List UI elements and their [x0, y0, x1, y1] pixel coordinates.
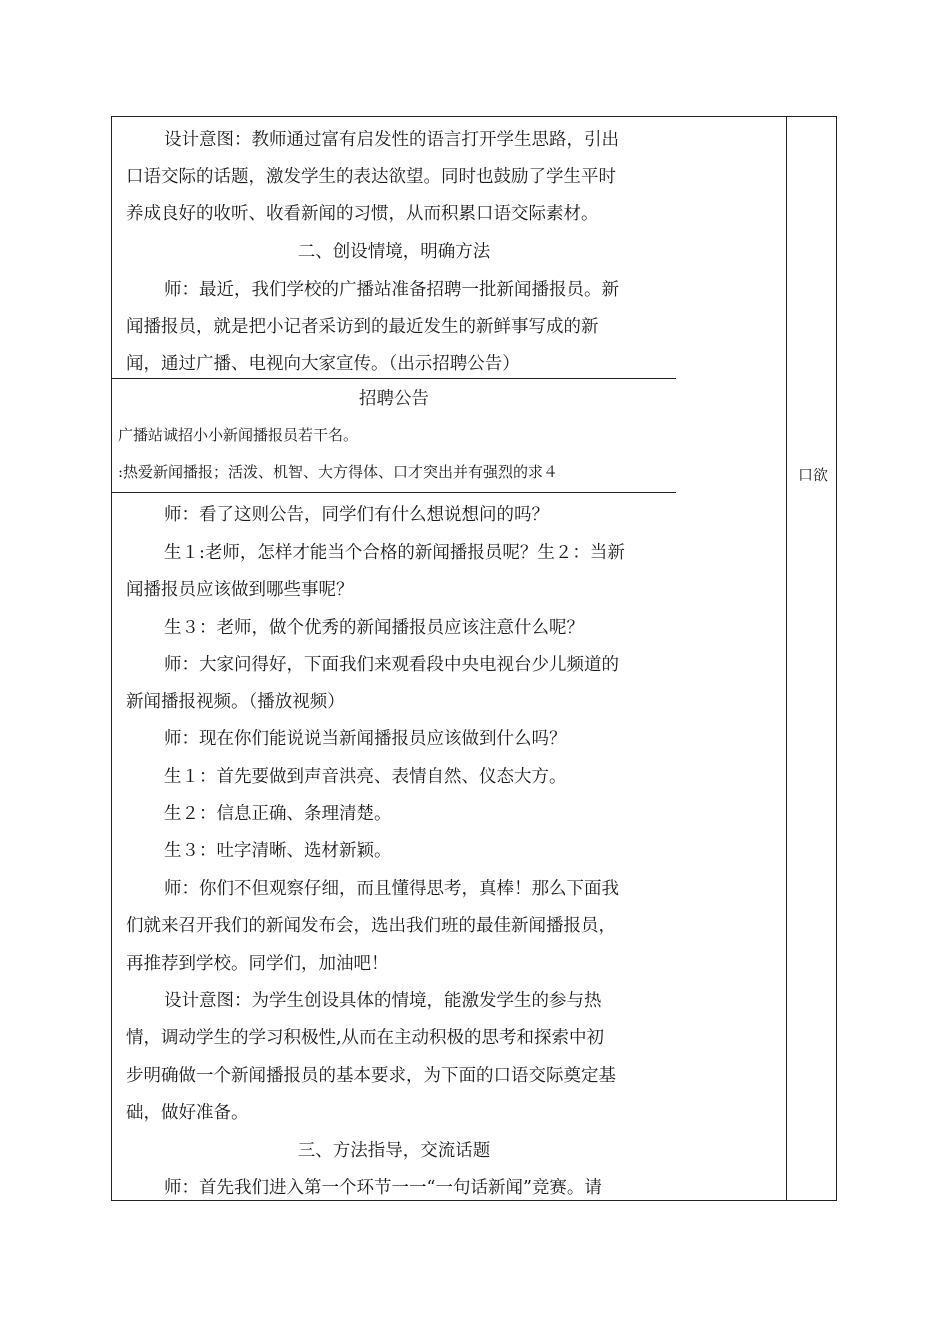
paragraph-line: 础，做好准备。 [126, 1103, 249, 1123]
row-divider [112, 492, 676, 493]
section-heading: 三、方法指导，交流话题 [297, 1141, 491, 1161]
paragraph-line: 们就来召开我们的新闻发布会，选出我们班的最佳新闻播报员， [126, 916, 616, 936]
paragraph-line: 再推荐到学校。同学们，加油吧！ [126, 954, 389, 974]
paragraph-line: 设计意图：教师通过富有启发性的语言打开学生思路，引出 [164, 130, 619, 150]
paragraph-line: 生１：首先要做到声音洪亮、表情自然、仪态大方。 [164, 767, 567, 787]
paragraph-line: 生１:老师，怎样才能当个合格的新闻播报员呢？生２：当新 [164, 543, 625, 563]
paragraph-line: 师：看了这则公告，同学们有什么想说想问的吗？ [164, 505, 549, 525]
paragraph-line: 师：大家问得好，下面我们来观看段中央电视台少儿频道的 [164, 655, 619, 675]
row-divider [112, 378, 676, 379]
paragraph-line: 闻，通过广播、电视向大家宣传。（出示招聘公告） [126, 354, 520, 374]
paragraph-line: 师：你们不但观察仔细，而且懂得思考，真棒！那么下面我 [164, 879, 619, 899]
paragraph-line: 生３：吐字清晰、选材新颖。 [164, 841, 392, 861]
paragraph-line: 师：首先我们进入第一个环节一一“一句话新闻”竞赛。请 [164, 1178, 602, 1198]
notice-line: 广播站诚招小小新闻播报员若干名。 [118, 426, 359, 444]
paragraph-line: 步明确做一个新闻播报员的基本要求，为下面的口语交际奠定基 [126, 1066, 616, 1086]
paragraph-line: 情，调动学生的学习积极性,从而在主动积极的思考和探索中初 [126, 1028, 605, 1048]
paragraph-line: 师：现在你们能说说当新闻播报员应该做到什么吗？ [164, 729, 567, 749]
paragraph-line: 闻播报员应该做到哪些事呢？ [126, 580, 354, 600]
notice-title: 招聘公告 [359, 389, 429, 409]
paragraph-line: 闻播报员，就是把小记者采访到的最近发生的新鲜事写成的新 [126, 317, 599, 337]
paragraph-line: 师：最近，我们学校的广播站准备招聘一批新闻播报员。新 [164, 280, 619, 300]
side-note: 口欲 [798, 466, 829, 484]
paragraph-line: 生３：老师，做个优秀的新闻播报员应该注意什么呢？ [164, 618, 584, 638]
paragraph-line: 口语交际的话题，激发学生的表达欲望。同时也鼓励了学生平时 [126, 167, 616, 187]
paragraph-line: 养成良好的收听、收看新闻的习惯，从而积累口语交际素材。 [126, 204, 599, 224]
paragraph-line: 新闻播报视频。（播放视频） [126, 692, 345, 712]
notice-line: :热爱新闻播报；活泼、机智、大方得体、口才突出并有强烈的求４ [118, 463, 559, 481]
paragraph-line: 设计意图：为学生创设具体的情境，能激发学生的参与热 [164, 991, 602, 1011]
lesson-table [111, 116, 837, 1201]
section-heading: 二、创设情境，明确方法 [297, 242, 491, 262]
paragraph-line: 生２：信息正确、条理清楚。 [164, 804, 392, 824]
column-divider [786, 117, 787, 1200]
